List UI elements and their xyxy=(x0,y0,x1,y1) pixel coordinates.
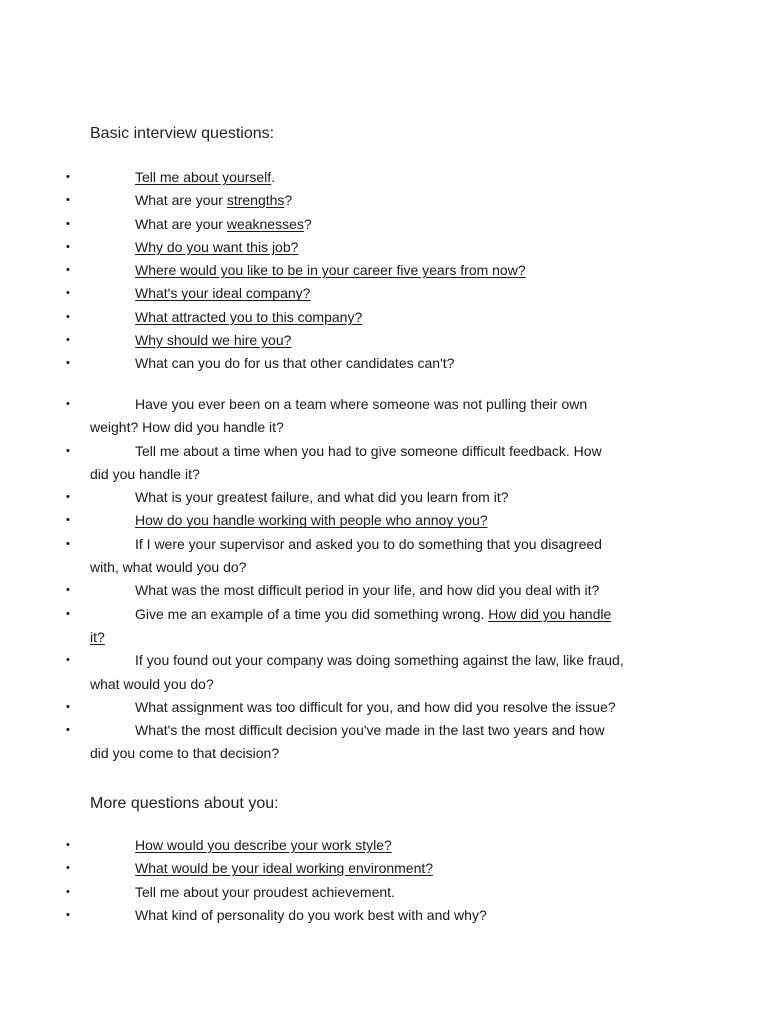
list-item: • If I were your supervisor and asked you to do something that you disagreed with, what would you do? xyxy=(0,533,670,580)
question-link[interactable]: strengths xyxy=(226,192,285,209)
bullet-icon: • xyxy=(66,287,70,300)
list-item: • What can you do for us that other candidates can't? xyxy=(0,352,768,375)
list-item: • What's the most difficult decision you've made in the last two years and how did you come to that decision? xyxy=(0,719,670,766)
list-item: • What is your greatest failure, and what did you learn from it? xyxy=(0,486,670,509)
list-item xyxy=(0,306,768,329)
bullet-icon: • xyxy=(66,514,70,527)
bullet-icon: • xyxy=(66,654,70,667)
list-item xyxy=(0,857,768,880)
list-item xyxy=(0,329,768,352)
bullet-icon: • xyxy=(66,310,70,323)
bullet-icon: • xyxy=(66,398,70,410)
question-link[interactable]: How would you describe your work style? xyxy=(135,837,392,853)
list-item xyxy=(0,236,768,259)
list-item: • What assignment was too difficult for you, and how did you resolve the issue? xyxy=(0,696,670,719)
bullet-icon: • xyxy=(66,700,70,713)
bullet-icon: • xyxy=(66,584,70,597)
heading-more-questions: More questions about you: xyxy=(90,795,279,812)
question-link[interactable]: How did you handle xyxy=(488,605,612,622)
bullet-icon: • xyxy=(66,334,70,347)
list-item: • What was the most difficult period in your life, and how did you deal with it? xyxy=(0,579,670,602)
bullet-icon: • xyxy=(66,217,70,230)
question-link[interactable]: Why should we hire you? xyxy=(135,332,292,349)
bullet-icon: • xyxy=(66,444,70,457)
heading-basic-questions: Basic interview questions: xyxy=(90,125,275,142)
bullet-icon: • xyxy=(66,862,70,875)
list-item: • What kind of personality do you work best with and why? xyxy=(0,904,768,927)
more-questions-list xyxy=(0,834,768,927)
list-item xyxy=(0,259,768,282)
bullet-icon: • xyxy=(66,240,70,253)
list-item: • Have you ever been on a team where someone was not pulling their own weight? How did you handle it? xyxy=(0,393,670,440)
bullet-icon: • xyxy=(66,537,70,550)
bullet-icon: • xyxy=(66,194,70,207)
list-item: • What are your strengths? xyxy=(0,189,768,212)
list-item: • Tell me about your proudest achievement. xyxy=(0,881,768,904)
bullet-icon: • xyxy=(66,885,70,898)
question-link[interactable]: weaknesses xyxy=(226,215,304,232)
list-item: • Tell me about yourself. xyxy=(0,166,768,189)
question-link[interactable]: Where would you like to be in your career five years from now? xyxy=(135,262,526,279)
list-item xyxy=(0,282,768,305)
list-item: • What are your weaknesses? xyxy=(0,213,768,236)
bullet-icon: • xyxy=(66,724,70,737)
list-item: • Give me an example of a time you did something wrong. How did you handle it? xyxy=(0,603,670,650)
bullet-icon: • xyxy=(66,491,70,504)
list-item xyxy=(0,509,670,532)
question-link[interactable]: How do you handle working with people who annoy you? xyxy=(135,512,488,529)
behavioral-questions-list xyxy=(0,393,768,766)
basic-questions-list xyxy=(0,166,768,376)
bullet-icon: • xyxy=(66,607,70,620)
bullet-icon: • xyxy=(66,264,70,277)
bullet-icon: • xyxy=(66,357,70,370)
question-link[interactable]: Why do you want this job? xyxy=(135,238,299,255)
question-link-continued[interactable]: it? xyxy=(90,628,105,645)
question-link[interactable]: What's your ideal company? xyxy=(135,285,311,302)
list-item: • Tell me about a time when you had to give someone difficult feedback. How did you handle it? xyxy=(0,440,670,487)
question-link[interactable]: What attracted you to this company? xyxy=(135,308,363,325)
bullet-icon: • xyxy=(66,908,70,921)
list-item xyxy=(0,834,768,857)
bullet-icon: • xyxy=(66,171,70,183)
list-item: • If you found out your company was doing something against the law, like fraud, what would you do? xyxy=(0,649,670,696)
question-link[interactable]: What would be your ideal working environment? xyxy=(135,860,434,877)
bullet-icon: • xyxy=(66,839,70,851)
question-link[interactable]: Tell me about yourself xyxy=(135,169,272,185)
